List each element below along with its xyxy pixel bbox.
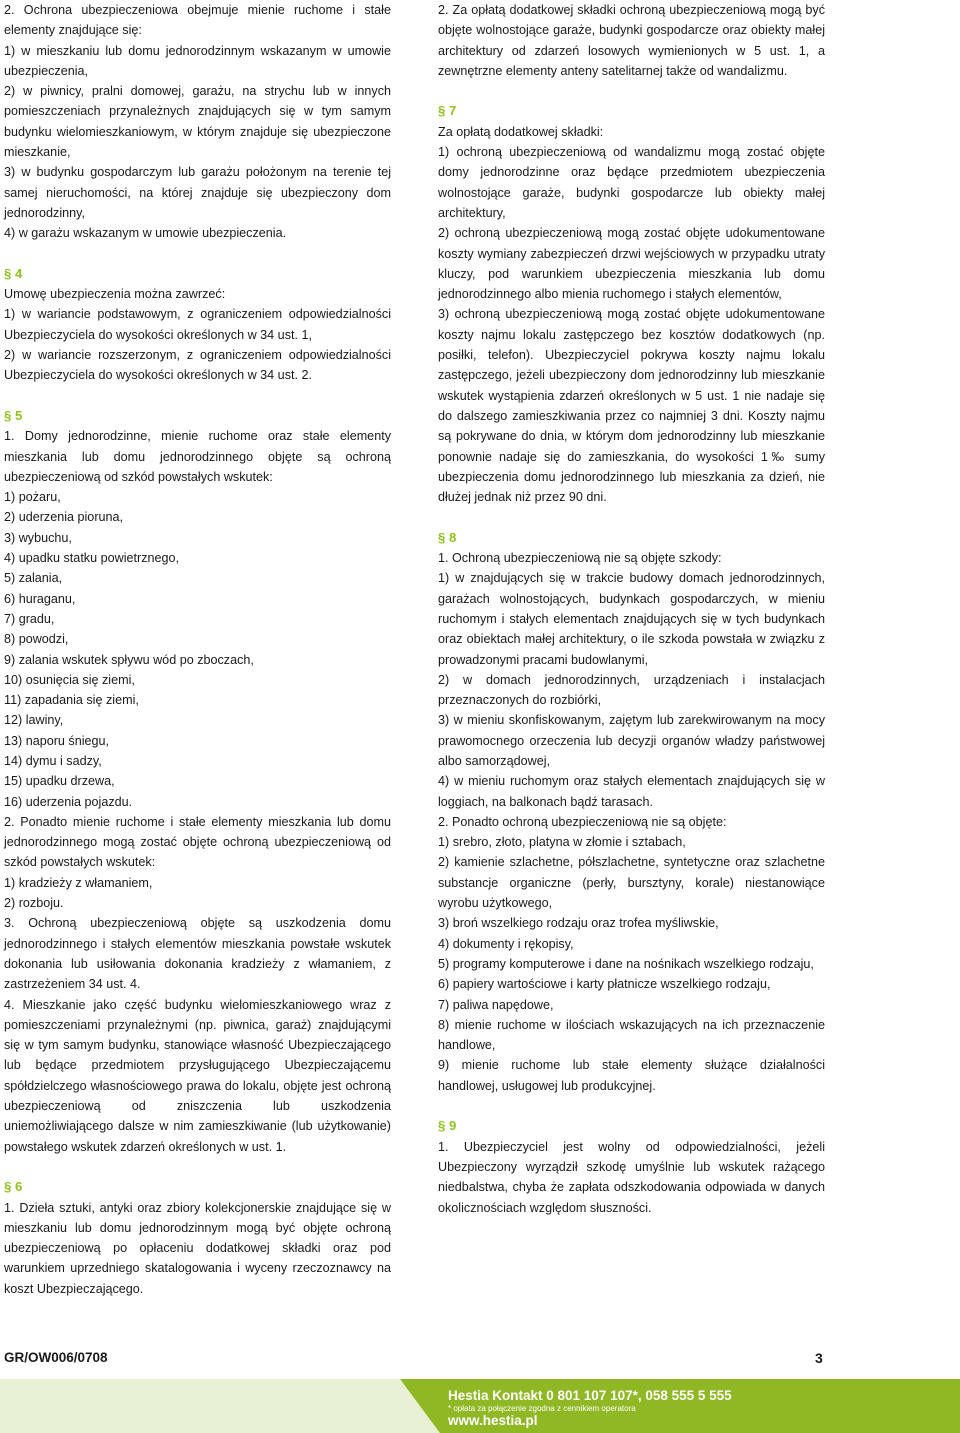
- contact-phone: Hestia Kontakt 0 801 107 107*, 058 555 5 555: [448, 1388, 732, 1403]
- page-number: 3: [815, 1350, 823, 1366]
- list-item: 6) huraganu,: [4, 591, 76, 606]
- paragraph: Za opłatą dodatkowej składki:: [438, 124, 604, 139]
- paragraph: 2) w wariancie rozszerzonym, z ograniczeniem odpowiedzialności Ubezpieczyciela do wysokości określonych w 34 ust. 2.: [4, 348, 391, 383]
- website-link[interactable]: www.hestia.pl: [448, 1413, 538, 1428]
- list-item: 16) uderzenia pojazdu.: [4, 794, 133, 809]
- list-item: 10) osunięcia się ziemi,: [4, 672, 135, 687]
- section-9-body: [438, 1137, 825, 1218]
- list-item: 13) naporu śniegu,: [4, 733, 110, 748]
- list-item: 14) dymu i sadzy,: [4, 753, 102, 768]
- list-item: 3) ochroną ubezpieczeniową mogą zostać objęte udokumentowane koszty najmu lokalu zastępczego bez kosztów dodatkowych (np. posiłki, telefon). Ubezpieczyciel pokrywa koszty najmu lokalu zastępczego, jeżeli ubezpieczony dom jednorodzinny lub mieszkanie wskutek wystąpienia zdarzeń określonych w 5 ust. 1 nie nadaje się do dalszego zamieszkiwania przez co najmniej 3 dni. Koszty najmu są pokrywane do dnia, w którym dom jednorodzinny lub mieszkanie ponownie nadaje się do zamieszkania, do wysokości 1‰ sumy ubezpieczenia domu jednorodzinnego lub mieszkania za dzień, nie dłużej jednak niż przez 90 dni.: [438, 307, 825, 505]
- list-item: 3) broń wszelkiego rodzaju oraz trofea myśliwskie,: [438, 916, 719, 931]
- section-5-heading: § 5: [4, 407, 23, 423]
- list-item: 5) zalania,: [4, 571, 63, 586]
- paragraph: 2) w piwnicy, pralni domowej, garażu, na strychu lub w innych pomieszczeniach przynależnych znajdujących się w tym samym budynku wielomieszkaniowym, w którym znajduje się ubezpieczone mieszkanie,: [4, 84, 391, 160]
- list-item: 11) zapadania się ziemi,: [4, 693, 139, 708]
- section-8-heading: § 8: [438, 529, 457, 545]
- right-column: [438, 0, 825, 1218]
- list-item: 4) upadku statku powietrznego,: [4, 551, 180, 566]
- document-code: GR/OW006/0708: [4, 1350, 108, 1365]
- section-7-heading: § 7: [438, 103, 457, 119]
- section-4-body: [4, 284, 391, 385]
- list-item: 2) uderzenia pioruna,: [4, 510, 124, 525]
- list-item: 9) zalania wskutek spływu wód po zboczach,: [4, 652, 254, 667]
- paragraph: 1. Domy jednorodzinne, mienie ruchome oraz stałe elementy mieszkania lub domu jednorodzinnego objęte są ochroną ubezpieczeniową od szkód powstałych wskutek:: [4, 429, 391, 484]
- paragraph: 1) w mieszkaniu lub domu jednorodzinnym wskazanym w umowie ubezpieczenia,: [4, 43, 391, 78]
- paragraph: 3. Ochroną ubezpieczeniową objęte są uszkodzenia domu jednorodzinnego i stałych elementów mieszkania powstałe wskutek dokonania lub usiłowania dokonania kradzieży z włamaniem, z zastrzeżeniem 34 ust. 4.: [4, 916, 391, 992]
- paragraph: 2. Za opłatą dodatkowej składki ochroną ubezpieczeniową mogą być objęte wolnostojące garaże, budynki gospodarcze oraz obiekty małej architektury od zdarzeń losowych wymienionych w 5 ust. 1, a zewnętrzne elementy anteny satelitarnej także od wandalizmu.: [438, 3, 825, 78]
- list-item: 7) paliwa napędowe,: [438, 997, 554, 1012]
- paragraph: 2. Ponadto ochroną ubezpieczeniową nie są objęte:: [438, 814, 727, 829]
- list-item: 8) mienie ruchome w ilościach wskazujących na ich przeznaczenie handlowe,: [438, 1017, 825, 1053]
- paragraph: 2. Ponadto mienie ruchome i stałe elementy mieszkania lub domu jednorodzinnego mogą zostać objęte ochroną ubezpieczeniową od szkód powstałych wskutek:: [4, 814, 391, 870]
- section-7-body: [438, 122, 825, 508]
- section-6-body: [4, 1198, 391, 1299]
- list-item: 7) gradu,: [4, 611, 55, 626]
- list-item: 4) dokumenty i rękopisy,: [438, 936, 574, 951]
- list-item: 4) w mieniu ruchomym oraz stałych elementach znajdujących się w loggiach, na balkonach bądź tarasach.: [438, 774, 825, 809]
- left-column: [4, 0, 391, 1299]
- list-item: 15) upadku drzewa,: [4, 774, 115, 789]
- section-8-body: [438, 548, 825, 1096]
- paragraph: 1. Ubezpieczyciel jest wolny od odpowiedzialności, jeżeli Ubezpieczony wyrządził szkodę umyślnie lub wskutek rażącego niedbalstwa, chyba że zapłata odszkodowania odpowiada w danych okolicznościach względom słuszności.: [438, 1139, 825, 1215]
- section-3-continuation: [4, 0, 391, 244]
- list-item: 12) lawiny,: [4, 713, 64, 728]
- paragraph: Umowę ubezpieczenia można zawrzeć:: [4, 287, 226, 302]
- paragraph: 2. Ochrona ubezpieczeniowa obejmuje mienie ruchome i stałe elementy znajdujące się:: [4, 3, 391, 38]
- list-item: 2) ochroną ubezpieczeniową mogą zostać objęte udokumentowane koszty wymiany zabezpieczeń drzwi wejściowych w przypadku utraty kluczy, pod warunkiem ubezpieczenia mieszkania lub domu jednorodzinnego albo mienia ruchomego i stałych elementów,: [438, 226, 825, 302]
- list-item: 5) programy komputerowe i dane na nośnikach wszelkiego rodzaju,: [438, 956, 814, 971]
- list-item: 2) rozboju.: [4, 896, 64, 911]
- list-item: 2) kamienie szlachetne, półszlachetne, syntetyczne oraz szlachetne substancje organiczne (perły, bursztyny, korale) niestanowiące wyrobu użytkowego,: [438, 855, 825, 911]
- paragraph: 4) w garażu wskazanym w umowie ubezpieczenia.: [4, 226, 287, 241]
- list-item: 1) srebro, złoto, platyna w złomie i sztabach,: [438, 835, 686, 850]
- contact-note: * opłata za połączenie zgodna z cennikiem operatora: [448, 1404, 636, 1413]
- paragraph: 1) w wariancie podstawowym, z ograniczeniem odpowiedzialności Ubezpieczyciela do wysokości określonych w 34 ust. 1,: [4, 307, 391, 342]
- section-4-heading: § 4: [4, 265, 23, 281]
- section-5-body: [4, 426, 391, 1157]
- list-item: 1) w znajdujących się w trakcie budowy domach jednorodzinnych, garażach wolnostojących, budynkach gospodarczych, w mieniu ruchomym i stałych elementach znajdujących się w tych budynkach oraz obiektach małej architektury, o ile szkoda powstała w związku z prowadzonymi pracami budowlanymi,: [438, 571, 825, 667]
- list-item: 8) powodzi,: [4, 632, 69, 647]
- list-item: 3) wybuchu,: [4, 530, 72, 545]
- list-item: 1) ochroną ubezpieczeniową od wandalizmu mogą zostać objęte domy jednorodzinne oraz będące przedmiotem ubezpieczenia wolnostojące garaże, budynki gospodarcze lub obiekty małej architektury,: [438, 145, 825, 220]
- section-9-heading: § 9: [438, 1118, 457, 1134]
- list-item: 2) w domach jednorodzinnych, urządzeniach i instalacjach przeznaczonych do rozbiórki,: [438, 672, 825, 708]
- list-item: 1) kradzieży z włamaniem,: [4, 875, 153, 890]
- list-item: 9) mienie ruchome lub stałe elementy służące działalności handlowej, usługowej lub produkcyjnej.: [438, 1058, 825, 1093]
- list-item: 1) pożaru,: [4, 490, 61, 505]
- list-item: 6) papiery wartościowe i karty płatnicze wszelkiego rodzaju,: [438, 977, 771, 992]
- section-6-continuation: [438, 0, 825, 81]
- section-6-heading: § 6: [4, 1179, 23, 1195]
- paragraph: 1. Dzieła sztuki, antyki oraz zbiory kolekcjonerskie znajdujące się w mieszkaniu lub domu jednorodzinnym mogą być objęte ochroną ubezpieczeniową po opłaceniu dodatkowej składki oraz pod warunkiem uprzedniego skatalogowania i wyceny rzeczoznawcy na koszt Ubezpieczającego.: [4, 1200, 391, 1296]
- paragraph: 3) w budynku gospodarczym lub garażu położonym na terenie tej samej nieruchomości, na której znajduje się ubezpieczony dom jednorodzinny,: [4, 165, 391, 220]
- paragraph: 1. Ochroną ubezpieczeniową nie są objęte szkody:: [438, 551, 722, 566]
- list-item: 3) w mieniu skonfiskowanym, zajętym lub zarekwirowanym na mocy prawomocnego orzeczenia lub decyzji organów władzy państwowej albo samorządowej,: [438, 713, 825, 768]
- paragraph: 4. Mieszkanie jako część budynku wielomieszkaniowego wraz z pomieszczeniami przynależnymi (np. piwnica, garaż) znajdującymi się w tym samym budynku, stanowiące własność Ubezpieczającego lub będące przedmiotem przysługującego Ubezpieczającemu spółdzielczego własnościowego prawa do lokalu, objęte jest ochroną ubezpieczeniową od zniszczenia lub uszkodzenia uniemożliwiającego dalsze w nim zamieszkiwanie (lub użytkowanie) powstałego wskutek zdarzeń określonych w ust. 1.: [4, 997, 391, 1154]
